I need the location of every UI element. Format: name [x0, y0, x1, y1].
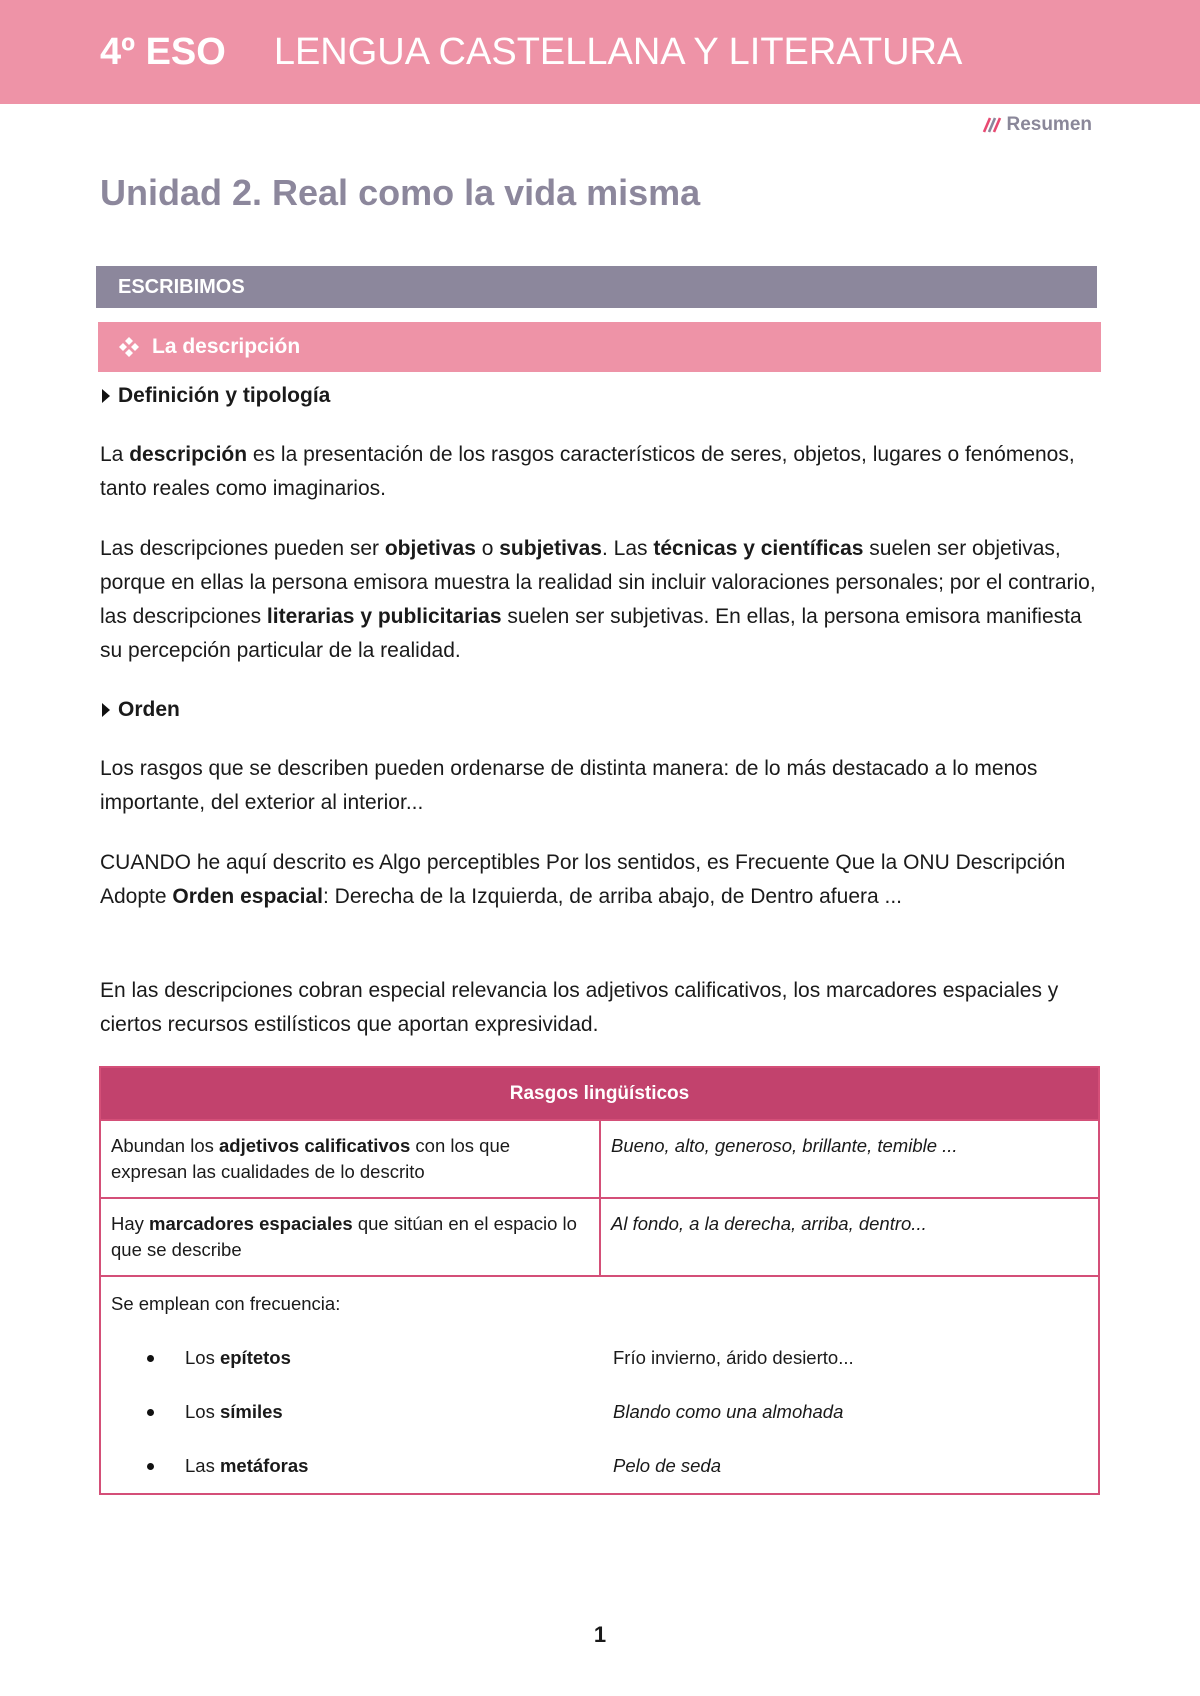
page-number: 1: [593, 1622, 607, 1647]
section-label: ESCRIBIMOS: [118, 275, 245, 298]
triangle-bullet-icon: [102, 389, 110, 403]
paragraph-order: Los rasgos que se describen pueden ordenarse de distinta manera: de lo más destacado a lo menos importante, del exterior al interior...: [100, 757, 1038, 814]
paragraph-definition: La descripción es la presentación de los rasgos característicos de seres, objetos, lugares o fenómenos, tanto reales como imaginarios.: [100, 443, 1075, 500]
table-header: Rasgos lingüísticos: [101, 1068, 1098, 1119]
summary-label: Resumen: [1006, 114, 1092, 135]
paragraph-types: Las descripciones pueden ser objetivas o subjetivas. Las técnicas y científicas suelen ser objetivas, porque en ellas la persona emisora muestra la realidad sin incluir valoraciones personales; por el contrario, las descripciones literarias y publicitarias suelen ser subjetivas. En ellas, la persona emisora manifiesta su percepción particular de la realidad.: [100, 537, 1096, 662]
header-bar: [0, 0, 1200, 104]
table-row: [101, 1197, 1098, 1275]
table-row-resources: [101, 1275, 1098, 1493]
list-item: Las metáforas Pelo de seda: [111, 1439, 1088, 1493]
resources-intro: Se emplean con frecuencia:: [111, 1293, 341, 1314]
heading-orden-text: Orden: [118, 698, 180, 721]
resource-example: Blando como una almohada: [613, 1401, 844, 1422]
paragraph-spatial-order: CUANDO he aquí descrito es Algo perceptibles Por los sentidos, es Frecuente Que la ONU Descripción Adopte Orden espacial: Derecha de la Izquierda, de arriba abajo, de Dentro afuera ...: [100, 851, 1066, 908]
table-cell-example: Bueno, alto, generoso, brillante, temible ...: [611, 1135, 958, 1156]
course-label: 4º ESO: [100, 30, 226, 73]
diamond-cluster-icon: [118, 336, 140, 358]
unit-title: Unidad 2. Real como la vida misma: [100, 172, 701, 213]
resource-example: Pelo de seda: [613, 1455, 722, 1476]
table-cell-feature: Abundan los adjetivos calificativos con los que expresan las cualidades de lo descrito: [101, 1121, 601, 1197]
features-table: [99, 1066, 1100, 1495]
table-row: [101, 1119, 1098, 1197]
heading-definicion: [102, 384, 330, 408]
subsection-bar: [98, 322, 1101, 372]
subject-title: LENGUA CASTELLANA Y LITERATURA: [273, 30, 963, 73]
section-bar: [96, 266, 1097, 308]
heading-definicion-text: Definición y tipología: [118, 384, 331, 407]
bullet-icon: [147, 1355, 154, 1362]
triangle-bullet-icon: [102, 703, 110, 717]
list-item: Los epítetos Frío invierno, árido desierto...: [111, 1331, 1088, 1385]
summary-badge: [982, 114, 1092, 136]
table-cell-feature: Hay marcadores espaciales que sitúan en el espacio lo que se describe: [101, 1199, 601, 1275]
subsection-label: La descripción: [152, 335, 301, 358]
heading-orden: [102, 698, 180, 722]
term-descripcion: descripción: [129, 443, 248, 466]
resource-example: Frío invierno, árido desierto...: [613, 1347, 854, 1368]
paragraph-relevance: En las descripciones cobran especial relevancia los adjetivos calificativos, los marcadores espaciales y ciertos recursos estilísticos que aportan expresividad.: [100, 979, 1059, 1036]
table-cell-example: Al fondo, a la derecha, arriba, dentro...: [611, 1213, 927, 1234]
bullet-icon: [147, 1463, 154, 1470]
slash-marks-icon: [982, 116, 1002, 134]
list-item: Los símiles Blando como una almohada: [111, 1385, 1088, 1439]
bullet-icon: [147, 1409, 154, 1416]
